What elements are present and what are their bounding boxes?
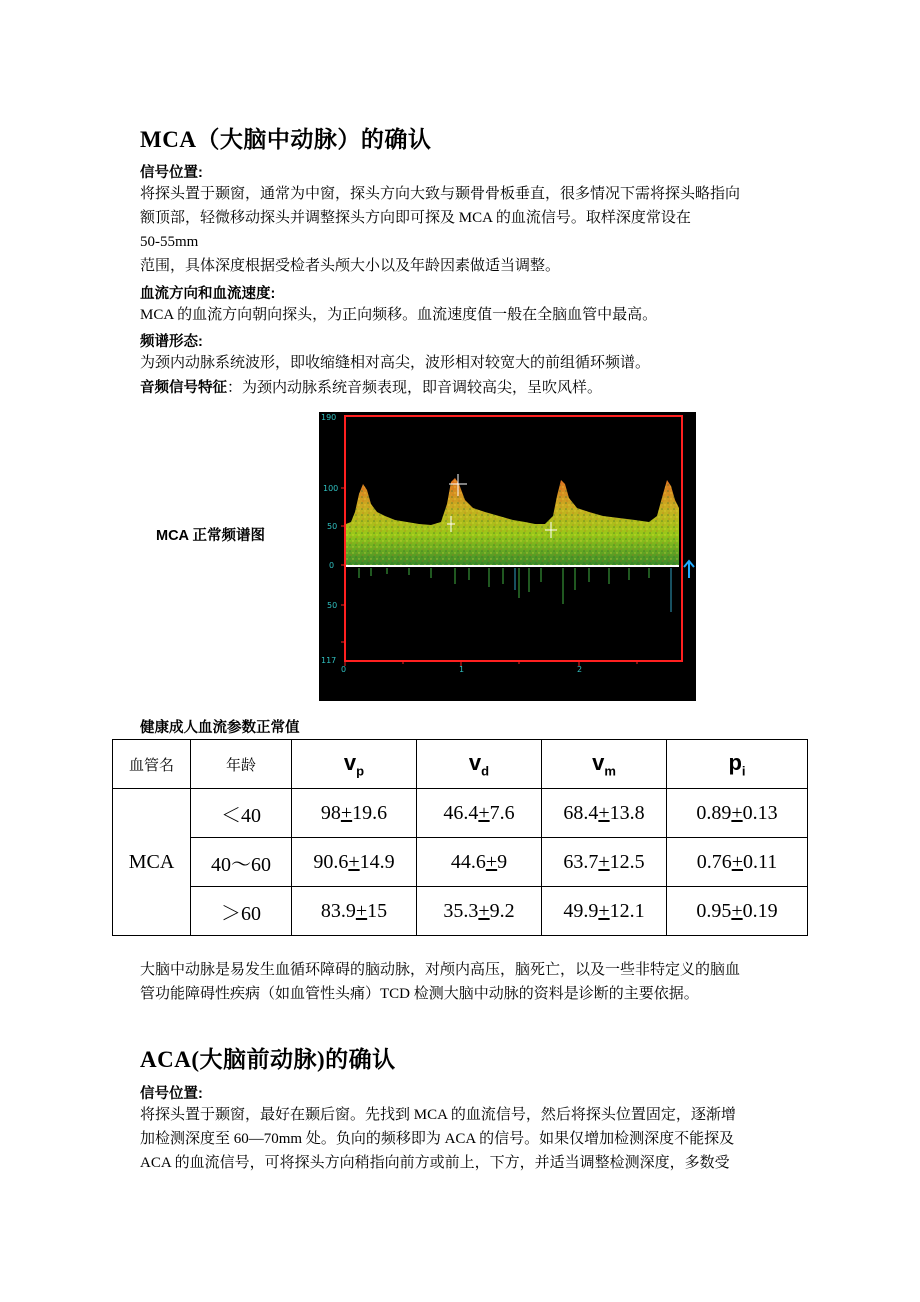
pi-cell: 0.95+0.19 (667, 887, 808, 936)
vessel-cell: MCA (113, 789, 191, 936)
x-tick-label: 2 (577, 665, 583, 674)
pi-cell: 0.89+0.13 (667, 789, 808, 838)
vp-cell: 98+19.6 (292, 789, 417, 838)
audio-label: 音频信号特征 (140, 380, 227, 396)
para-line: MCA 的血流方向朝向探头，为正向频移。血流速度值一般在全脑血管中最高。 (140, 307, 658, 323)
params-table (112, 739, 808, 936)
negative-noise (359, 568, 649, 604)
age-cell: 40～60 (191, 838, 292, 887)
para-line: 管功能障碍性疾病（如血管性头痛）TCD 检测大脑中动脉的资料是诊断的主要依据。 (140, 986, 699, 1002)
para-line: 50-55mm (140, 234, 199, 250)
para-line: 额顶部，轻微移动探头并调整探头方向即可探及 MCA 的血流信号。取样深度常设在 (140, 210, 691, 226)
chart-caption: MCA 正常频谱图 (156, 528, 266, 544)
vd-cell: 46.4+7.6 (417, 789, 542, 838)
vd-cell: 44.6+9 (417, 838, 542, 887)
vd-cell: 35.3+9.2 (417, 887, 542, 936)
spectrum-paragraph (140, 351, 795, 375)
direction-paragraph (140, 303, 795, 327)
section1-title: MCA（大脑中动脉）的确认 (140, 127, 432, 152)
para-line: 将探头置于颞窗，最好在颞后窗。先找到 MCA 的血流信号，然后将探头位置固定，逐渐增 (140, 1107, 736, 1123)
header-vm: $v_m$ (542, 740, 667, 789)
summary-paragraph (140, 958, 795, 1006)
direction-arrow-icon (684, 561, 694, 578)
audio-text: ：为颈内动脉系统音频表现，即音调较高尖，呈吹风样。 (227, 380, 603, 396)
y-top-label: 190 (321, 413, 337, 422)
position-label-2: 信号位置: (140, 1086, 203, 1102)
pi-cell: 0.76+0.11 (667, 838, 808, 887)
age-cell: ＜40 (191, 789, 292, 838)
table-row (113, 789, 808, 838)
header-vd: $v_d$ (417, 740, 542, 789)
audio-paragraph (140, 376, 795, 400)
spectrum-chart (319, 412, 696, 701)
header-vessel: 血管名 (113, 740, 191, 789)
direction-label: 血流方向和血流速度: (140, 286, 276, 302)
y-bottom-label: 117 (321, 656, 337, 665)
table-title: 健康成人血流参数正常值 (140, 720, 300, 736)
position-label: 信号位置: (140, 165, 203, 181)
table-row (113, 838, 808, 887)
spectrum-label: 频谱形态: (140, 334, 203, 350)
header-vp: $v_p$ (292, 740, 417, 789)
y-tick-label: 50 (327, 601, 338, 610)
position-paragraph (140, 182, 795, 278)
vp-cell: 90.6+14.9 (292, 838, 417, 887)
section2-title: ACA(大脑前动脉)的确认 (140, 1047, 396, 1072)
para-line: 加检测深度至 60—70mm 处。负向的频移即为 ACA 的信号。如果仅增加检测深度不能探及 (140, 1131, 735, 1147)
vm-cell: 63.7+12.5 (542, 838, 667, 887)
vm-cell: 49.9+12.1 (542, 887, 667, 936)
table-header-row (113, 740, 808, 789)
vp-cell: 83.9+15 (292, 887, 417, 936)
para-line: 将探头置于颞窗，通常为中窗，探头方向大致与颞骨骨板垂直，很多情况下需将探头略指向 (140, 186, 741, 202)
para-line: ACA 的血流信号，可将探头方向稍指向前方或前上，下方，并适当调整检测深度，多数受 (140, 1155, 730, 1171)
y-tick-label: 0 (329, 561, 335, 570)
x-tick-label: 1 (459, 665, 465, 674)
para-line: 为颈内动脉系统波形，即收缩缝相对高尖，波形相对较宽大的前组循环频谱。 (140, 355, 651, 371)
x-tick-label: 0 (341, 665, 347, 674)
vm-cell: 68.4+13.8 (542, 789, 667, 838)
spectrum-svg (319, 412, 696, 701)
y-tick-label: 100 (323, 484, 339, 493)
y-tick-label: 50 (327, 522, 338, 531)
header-age: 年龄 (191, 740, 292, 789)
age-cell: ＞60 (191, 887, 292, 936)
header-pi: $p_i$ (667, 740, 808, 789)
table-row (113, 887, 808, 936)
para-line: 大脑中动脉是易发生血循环障碍的脑动脉，对颅内高压，脑死亡，以及一些非特定义的脑血 (140, 962, 741, 978)
para-line: 范围，具体深度根据受检者头颅大小以及年龄因素做适当调整。 (140, 258, 561, 274)
position-paragraph-2 (140, 1103, 795, 1175)
